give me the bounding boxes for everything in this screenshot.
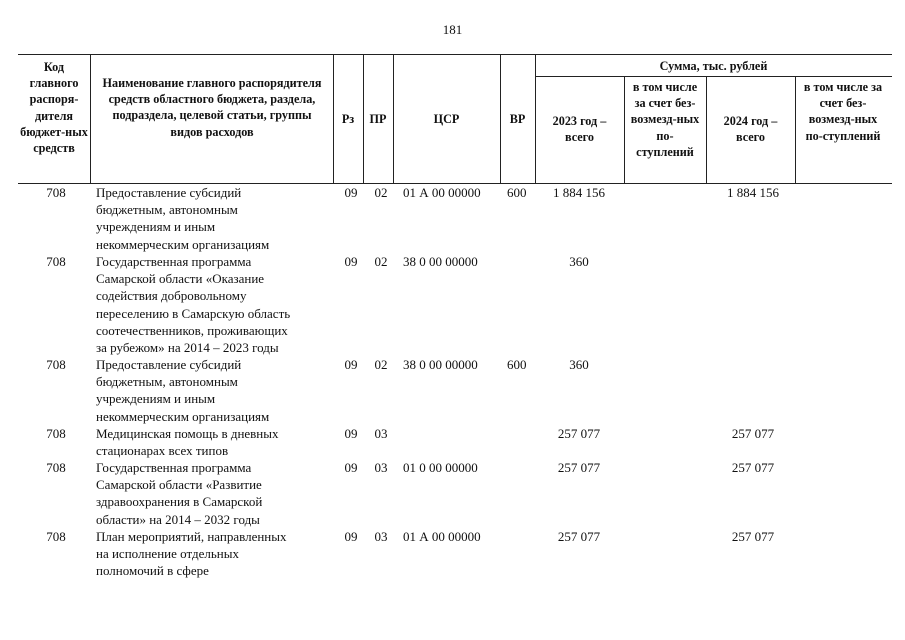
cell-sum-2024: 257 077 <box>731 426 775 441</box>
page-number: 181 <box>442 22 463 37</box>
cell-vr: 600 <box>507 357 527 372</box>
cell-name: Государственная программа Самарской области «Развитие здравоохранения в Самарской области» на 2014 – 2032 годы <box>96 460 263 527</box>
cell-name: План мероприятий, направленных на исполнение отдельных полномочий в сфере <box>96 529 287 579</box>
header-code: Код главного распоря-дителя бюджет-ных средств <box>20 60 88 156</box>
cell-pr: 02 <box>374 185 388 200</box>
cell-name: Предоставление субсидий бюджетным, автономным учреждениям и иным некоммерческим организациям <box>96 185 270 252</box>
table-header <box>18 54 892 184</box>
cell-code: 708 <box>46 460 66 475</box>
cell-name: Государственная программа Самарской области «Оказание содействия добровольному переселению в Самарскую область соотечественников, проживающих за рубежом» на 2014 – 2023 годы <box>96 254 291 356</box>
cell-csr: 01 А 00 00000 <box>403 185 481 200</box>
header-name: Наименование главного распорядителя средств областного бюджета, раздела, подраздела, целевой статьи, группы видов расходов <box>102 76 322 139</box>
header-rz: Рз <box>341 112 355 126</box>
header-divider <box>535 76 892 77</box>
header-sum-2024-free: в том числе за счет без-возмезд-ных по-ступлений <box>803 80 883 143</box>
header-csr: ЦСР <box>433 112 460 126</box>
cell-sum-2023: 257 077 <box>557 426 601 441</box>
header-sum-2023-free: в том числе за счет без-возмезд-ных по-ступлений <box>630 80 700 159</box>
cell-pr: 03 <box>374 460 388 475</box>
cell-rz: 09 <box>344 529 358 544</box>
cell-rz: 09 <box>344 426 358 441</box>
header-pr: ПР <box>369 112 387 126</box>
cell-sum-2024: 257 077 <box>731 460 775 475</box>
cell-sum-2023: 360 <box>569 254 589 269</box>
header-divider <box>90 55 91 183</box>
cell-code: 708 <box>46 426 66 441</box>
cell-pr: 03 <box>374 529 388 544</box>
cell-pr: 02 <box>374 357 388 372</box>
cell-code: 708 <box>46 254 66 269</box>
cell-sum-2023: 360 <box>569 357 589 372</box>
cell-rz: 09 <box>344 185 358 200</box>
header-vr: ВР <box>509 112 526 126</box>
cell-csr: 01 А 00 00000 <box>403 529 481 544</box>
cell-code: 708 <box>46 529 66 544</box>
header-divider <box>706 76 707 183</box>
header-divider <box>795 76 796 183</box>
cell-csr: 38 0 00 00000 <box>403 357 478 372</box>
cell-name: Медицинская помощь в дневных стационарах всех типов <box>96 426 279 459</box>
header-sum-group: Сумма, тыс. рублей <box>659 59 768 73</box>
header-sum-2024: 2024 год – всего <box>723 114 778 145</box>
cell-rz: 09 <box>344 357 358 372</box>
cell-rz: 09 <box>344 460 358 475</box>
cell-vr: 600 <box>507 185 527 200</box>
cell-code: 708 <box>46 357 66 372</box>
cell-pr: 02 <box>374 254 388 269</box>
header-divider <box>624 76 625 183</box>
cell-sum-2023: 257 077 <box>557 529 601 544</box>
cell-sum-2023: 1 884 156 <box>553 185 605 200</box>
cell-code: 708 <box>46 185 66 200</box>
cell-sum-2023: 257 077 <box>557 460 601 475</box>
cell-rz: 09 <box>344 254 358 269</box>
cell-sum-2024: 257 077 <box>731 529 775 544</box>
header-sum-2023: 2023 год – всего <box>552 114 607 145</box>
cell-pr: 03 <box>374 426 388 441</box>
cell-name: Предоставление субсидий бюджетным, автономным учреждениям и иным некоммерческим организациям <box>96 357 270 424</box>
cell-sum-2024: 1 884 156 <box>727 185 779 200</box>
cell-csr: 01 0 00 00000 <box>403 460 478 475</box>
cell-csr: 38 0 00 00000 <box>403 254 478 269</box>
